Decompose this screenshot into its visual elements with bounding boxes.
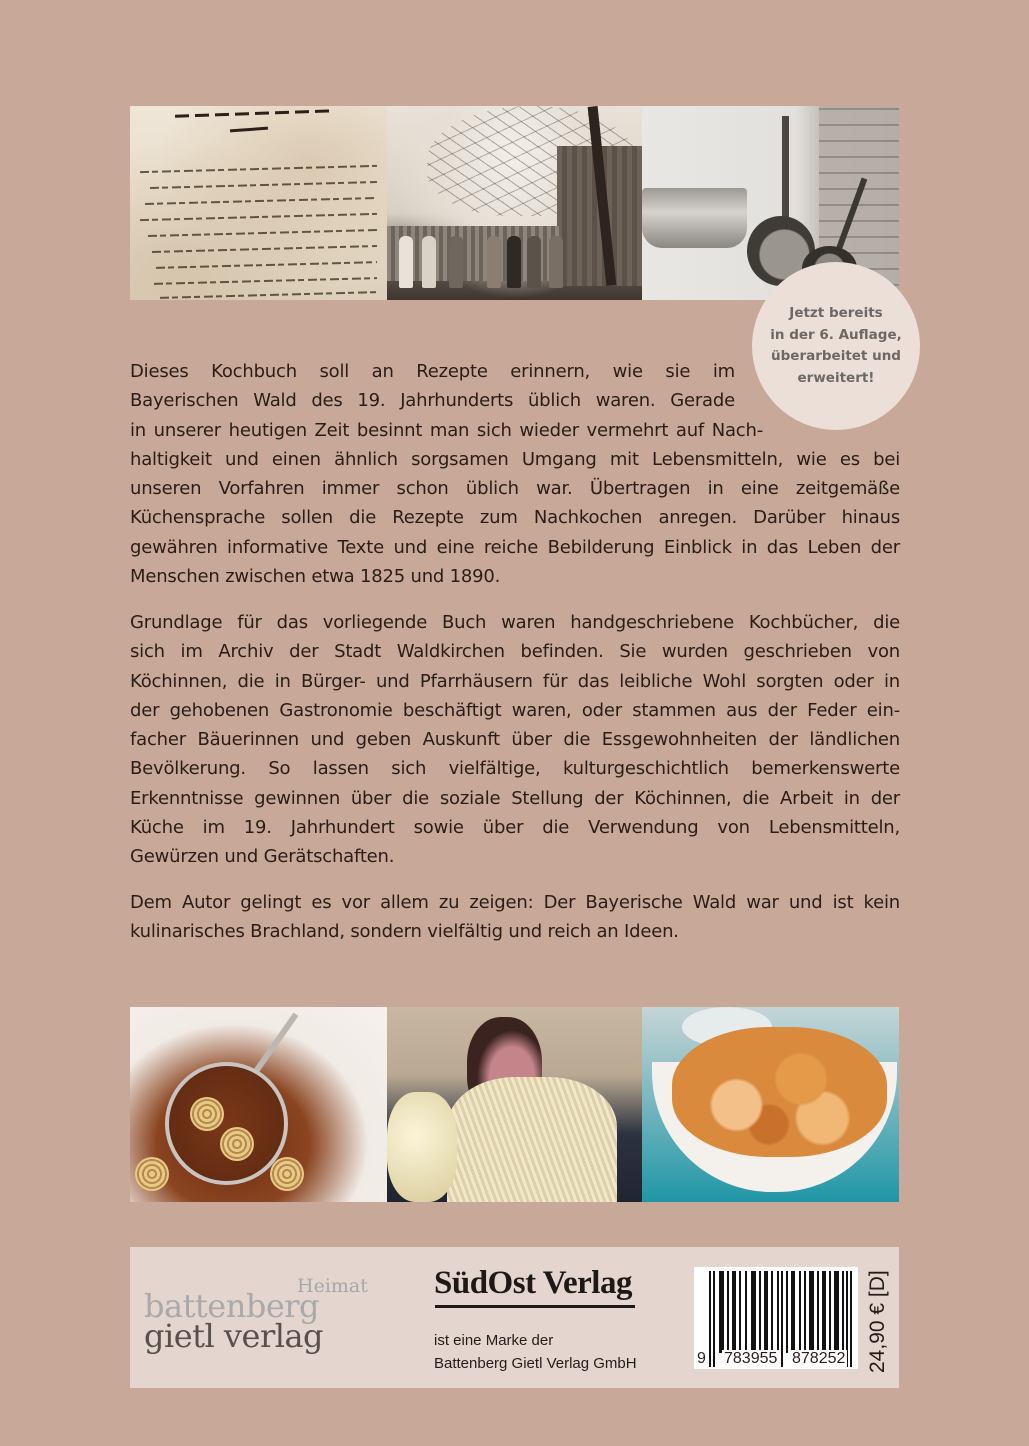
badge-line: erweitert! xyxy=(797,369,875,386)
publisher-footer xyxy=(130,1247,899,1388)
text-line: sich im Archiv der Stadt Waldkirchen befinden. Sie wurden geschrieben von xyxy=(130,641,900,663)
text-line: Grundlage für das vorliegende Buch waren handgeschriebene Kochbücher, die xyxy=(130,612,900,633)
handwritten-recipe-photo xyxy=(130,106,387,300)
badge-line: überarbeitet und xyxy=(771,348,901,364)
text-line: Dem Autor gelingt es vor allem zu zeigen: Der Bayerische Wald war und ist kein xyxy=(130,892,900,913)
blurb-paragraph-2 xyxy=(130,608,900,872)
text-line: facher Bäuerinnen und geben Auskunft über die Essgewohnheiten der ländlichen xyxy=(130,729,900,751)
top-photo-strip xyxy=(130,106,899,300)
isbn-barcode xyxy=(694,1267,858,1369)
bottom-photo-strip xyxy=(130,1007,899,1202)
pancake-soup-photo xyxy=(130,1007,387,1202)
historic-group-photo xyxy=(387,106,642,300)
text-line: kulinarisches Brachland, sondern vielfältig und reich an Ideen. xyxy=(130,921,679,943)
sweet-dumplings-dessert-photo xyxy=(642,1007,899,1202)
text-line: Köchinnen, die in Bürger- und Pfarrhäusern für das leibliche Wohl sorgten oder in xyxy=(130,670,900,692)
barcode-digit-first: 9 xyxy=(697,1350,706,1367)
text-line: Dieses Kochbuch soll an Rezepte erinnern, wie sie im xyxy=(130,361,735,382)
barcode-group-1: 783955 xyxy=(724,1350,778,1367)
barcode-group-2: 878252 xyxy=(792,1350,846,1367)
text-line: unseren Vorfahren immer schon üblich war. Übertragen in eine zeitgemäße xyxy=(130,478,900,500)
text-line: der gehobenen Gastronomie beschäftigt waren, oder stammen aus der Feder ein- xyxy=(130,699,900,721)
text-line: haltigkeit und einen ähnlich sorgsamen Umgang mit Lebensmitteln, wie es bei xyxy=(130,448,900,470)
text-line: in unserer heutigen Zeit besinnt man sich wieder vermehrt auf Nach- xyxy=(130,419,763,441)
imprint-note-line: Battenberg Gietl Verlag GmbH xyxy=(434,1355,637,1372)
suedost-verlag-logo: SüdOst Verlag xyxy=(434,1265,632,1301)
edition-badge xyxy=(752,262,920,430)
text-line: Gewürzen und Gerätschaften. xyxy=(130,846,395,868)
imprint-note-line: ist eine Marke der xyxy=(434,1332,554,1349)
text-line: Erkenntnisse gewinnen über die soziale Stellung der Köchinnen, die Arbeit in der xyxy=(130,787,900,809)
text-line: Bayerischen Wald des 19. Jahrhunderts üblich waren. Gerade xyxy=(130,390,735,412)
logo-battenberg: battenberg xyxy=(144,1287,320,1325)
logo-gietl-verlag: gietl verlag xyxy=(144,1317,324,1355)
smoked-meat-sauerkraut-photo xyxy=(387,1007,642,1202)
logo-heimat: Heimat xyxy=(297,1275,368,1297)
logo-underline xyxy=(435,1305,635,1308)
badge-line: in der 6. Auflage, xyxy=(770,326,902,343)
text-line: Bevölkerung. So lassen sich vielfältige, kulturgeschichtlich bemerkenswerte xyxy=(130,758,900,780)
imprint-note xyxy=(434,1329,637,1375)
blurb-paragraph-3 xyxy=(130,888,900,947)
text-line: Küche im 19. Jahrhundert sowie über die Verwendung von Lebensmitteln, xyxy=(130,817,900,839)
text-line: gewähren informative Texte und eine reiche Bebilderung Einblick in das Leben der xyxy=(130,536,900,558)
text-line: Küchensprache sollen die Rezepte zum Nachkochen anregen. Darüber hinaus xyxy=(130,507,900,529)
text-line: Menschen zwischen etwa 1825 und 1890. xyxy=(130,566,501,588)
price-label: 24,90 € [D] xyxy=(866,1270,889,1373)
badge-line: Jetzt bereits xyxy=(789,305,883,321)
